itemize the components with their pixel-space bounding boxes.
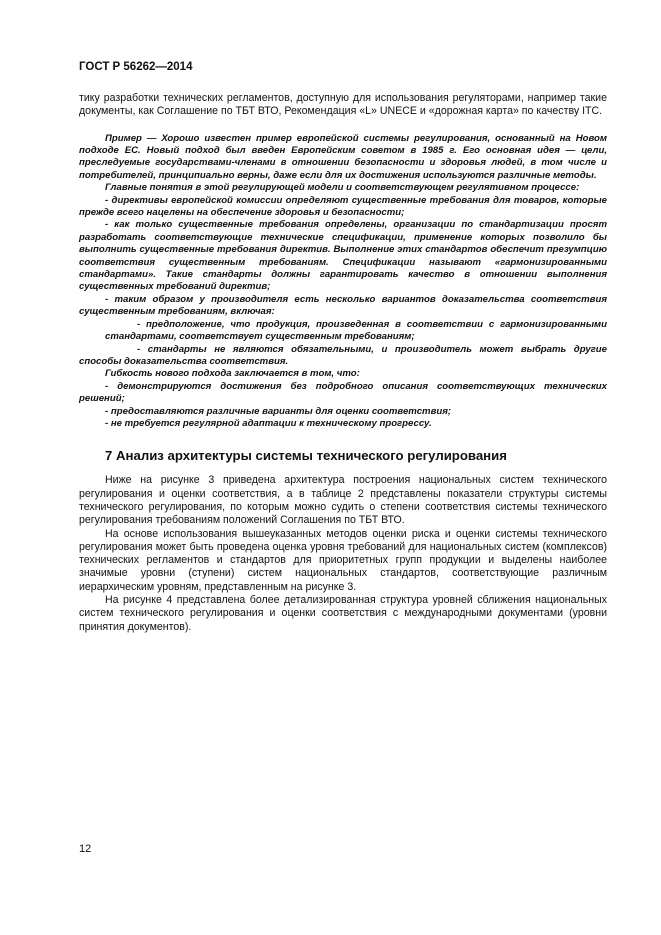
body-paragraph: На рисунке 4 представлена более детализированная структура уровней сближения национальных систем технического регулирования и оценки соответствия с международными документами (уровни принятия документов). bbox=[79, 594, 607, 633]
example-paragraph: Пример — Хорошо известен пример европейской системы регулирования, основанный на Новом подходе ЕС. Новый подход был введен Европейским советом в 1985 г. Его основная идея — цели, преследуемые государствами-членами в отношении безопасности и здоровья людей, в том числе и потребителей, принципиально верны, даже если для их достижения используются различные методы. bbox=[79, 132, 607, 181]
example-list-item: - как только существенные требования определены, организации по стандартизации просят разработать соответствующие технические спецификации, применение которых позволило бы выполнить существенные требования директив. Выполнение этих стандартов обеспечит презумпцию соответствия существенным требованиям. Спецификации называют «гармонизированными стандартами». Такие стандарты должны гарантировать качество в отношении выполнения существенных требований директив; bbox=[79, 219, 607, 293]
body-paragraph: На основе использования вышеуказанных методов оценки риска и оценки системы технического регулирования может быть проведена оценка уровня требований для национальных систем (комплексов) технических регламентов и стандартов для приоритетных групп продукции и выделены наиболее значимые уровни (ступени) систем национальных стандартов, соответствующие различным иерархическим уровням, представленным на рисунке 3. bbox=[79, 527, 607, 593]
example-list-item: - не требуется регулярной адаптации к техническому прогрессу. bbox=[105, 417, 432, 429]
example-list-item: - директивы европейской комиссии определяют существенные требования для товаров, которые прежде всего нацелены на обеспечение здоровья и безопасности; bbox=[79, 194, 607, 219]
body-paragraph: Ниже на рисунке 3 приведена архитектура построения национальных систем технического регулирования и оценки соответствия, а в таблице 2 представлены показатели структуры системы технического регулирования, по которым можно судить о степени соответствия системы технического регулирования требованиям положений Соглашения по ТБТ ВТО. bbox=[79, 474, 607, 527]
document-header: ГОСТ Р 56262—2014 bbox=[79, 61, 193, 73]
example-list-item: - таким образом у производителя есть несколько вариантов доказательства соответствия существенным требованиям, включая: bbox=[79, 293, 607, 318]
example-sublist-item: - предположение, что продукция, произведенная в соответствии с гармонизированными стандартами, соответствует существенным требованиям; bbox=[105, 318, 607, 343]
example-list-item: - предоставляются различные варианты для оценки соответствия; bbox=[105, 405, 452, 417]
example-block bbox=[79, 133, 607, 431]
example-sublist-item: - стандарты не являются обязательными, и производитель может выбрать другие способы доказательства соответствия. bbox=[79, 343, 607, 367]
example-paragraph: Гибкость нового подхода заключается в том, что: bbox=[105, 368, 360, 380]
page-content bbox=[79, 92, 607, 634]
section-heading: 7 Анализ архитектуры системы технического регулирования bbox=[105, 448, 507, 464]
page-number: 12 bbox=[79, 843, 92, 855]
example-paragraph: Главные понятия в этой регулирующей модели и соответствующем регулятивном процессе: bbox=[105, 182, 580, 194]
intro-paragraph: тику разработки технических регламентов, доступную для использования регуляторами, например такие документы, как Соглашение по ТБТ ВТО, Рекомендация «L» UNECE и «дорожная карта» по качеству ITC. bbox=[79, 92, 607, 118]
example-list-item: - демонстрируются достижения без подробного описания соответствующих технических решений; bbox=[79, 380, 607, 405]
